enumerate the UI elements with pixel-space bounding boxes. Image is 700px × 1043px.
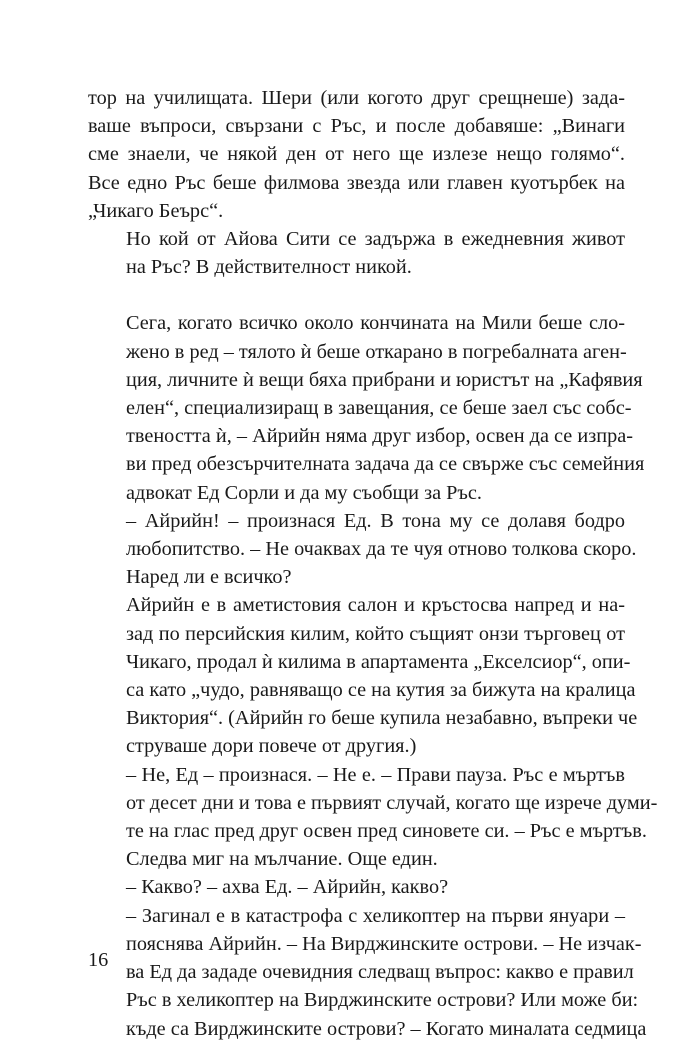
text-line: Айрийн е в аметистовия салон и кръстосва напред и на- (126, 594, 625, 617)
text-line: – Не, Ед – произнася. – Не е. – Прави пауза. Ръс е мъртъв (126, 763, 625, 786)
text-line: ваше въпроси, свързани с Ръс, и после добавяше: „Винаги (88, 115, 625, 138)
page-number: 16 (88, 949, 109, 971)
text-line: – Какво? – ахва Ед. – Айрийн, какво? (126, 876, 449, 899)
section-break (88, 281, 625, 309)
text-line: тор на училищата. Шери (или когото друг срещнеше) зада- (88, 87, 625, 109)
text-line: пояснява Айрийн. – На Вирджинските острови. – Не изчак- (126, 932, 642, 955)
text-line: зад по персийския килим, който същият онзи търговец от (126, 622, 625, 645)
paragraph (88, 507, 637, 592)
text-line: Ръс в хеликоптер на Вирджинските острови? Или може би: (126, 989, 639, 1012)
text-line: твеността ѝ, – Айрийн няма друг избор, освен да се изпра- (126, 425, 633, 448)
text-line: Сега, когато всичко около кончината на Мили беше сло- (126, 312, 625, 335)
paragraph (88, 309, 645, 506)
text-line: адвокат Ед Сорли и да му съобщи за Ръс. (126, 481, 482, 504)
text-line: Виктория“. (Айрийн го беше купила незабавно, въпреки че (126, 707, 638, 730)
text-line: на Ръс? В действителност никой. (126, 256, 412, 279)
text-line: са като „чудо, равняващо се на кутия за бижута на кралица (126, 679, 636, 702)
text-line: елен“, специализиращ в завещания, се беше заел със собс- (126, 397, 632, 420)
text-line: Наред ли е всичко? (126, 566, 292, 589)
text-line: те на глас пред друг освен пред синовете си. – Ръс е мъртъв. (126, 820, 647, 843)
paragraph (88, 761, 658, 846)
paragraph (88, 873, 625, 901)
text-line: от десет дни и това е първият случай, когато ще изрече думи- (126, 791, 658, 814)
text-line: ция, личните ѝ вещи бяха прибрани и юристът на „Кафявия (126, 368, 643, 391)
text-line: къде са Вирджинските острови? – Когато миналата седмица (126, 1017, 647, 1040)
text-line: жено в ред – тялото ѝ беше откарано в погребалната аген- (126, 340, 627, 363)
text-line: струваше дори повече от другия.) (126, 735, 417, 758)
text-line: – Айрийн! – произнася Ед. В тона му се долавя бодро (126, 509, 625, 532)
text-line: ва Ед да зададе очевидния следващ въпрос: какво е правил (126, 961, 634, 984)
text-line: Но кой от Айова Сити се задържа в ежедневния живот (126, 228, 625, 251)
paragraph (88, 84, 625, 225)
paragraph (88, 902, 647, 1043)
text-line: Все едно Ръс беше филмова звезда или главен куотърбек на (88, 171, 625, 194)
text-section-1 (88, 84, 625, 281)
text-line: сме знаели, че някой ден от него ще излезе нещо голямо“. (88, 143, 625, 166)
text-line: Чикаго, продал ѝ килима в апартамента „Екселсиор“, опи- (126, 650, 631, 673)
text-line: Следва миг на мълчание. Още един. (126, 848, 438, 871)
paragraph (88, 225, 625, 281)
text-line: любопитство. – Не очаквах да те чуя отново толкова скоро. (126, 538, 637, 561)
paragraph (88, 845, 625, 873)
text-line: „Чикаго Беърс“. (88, 199, 224, 222)
text-line: ви пред обезсърчителната задача да се свърже със семейния (126, 453, 645, 476)
body-text (88, 84, 658, 1043)
text-section-2 (88, 309, 658, 1042)
text-line: – Загинал е в катастрофа с хеликоптер на първи януари – (126, 904, 625, 927)
paragraph (88, 591, 638, 760)
